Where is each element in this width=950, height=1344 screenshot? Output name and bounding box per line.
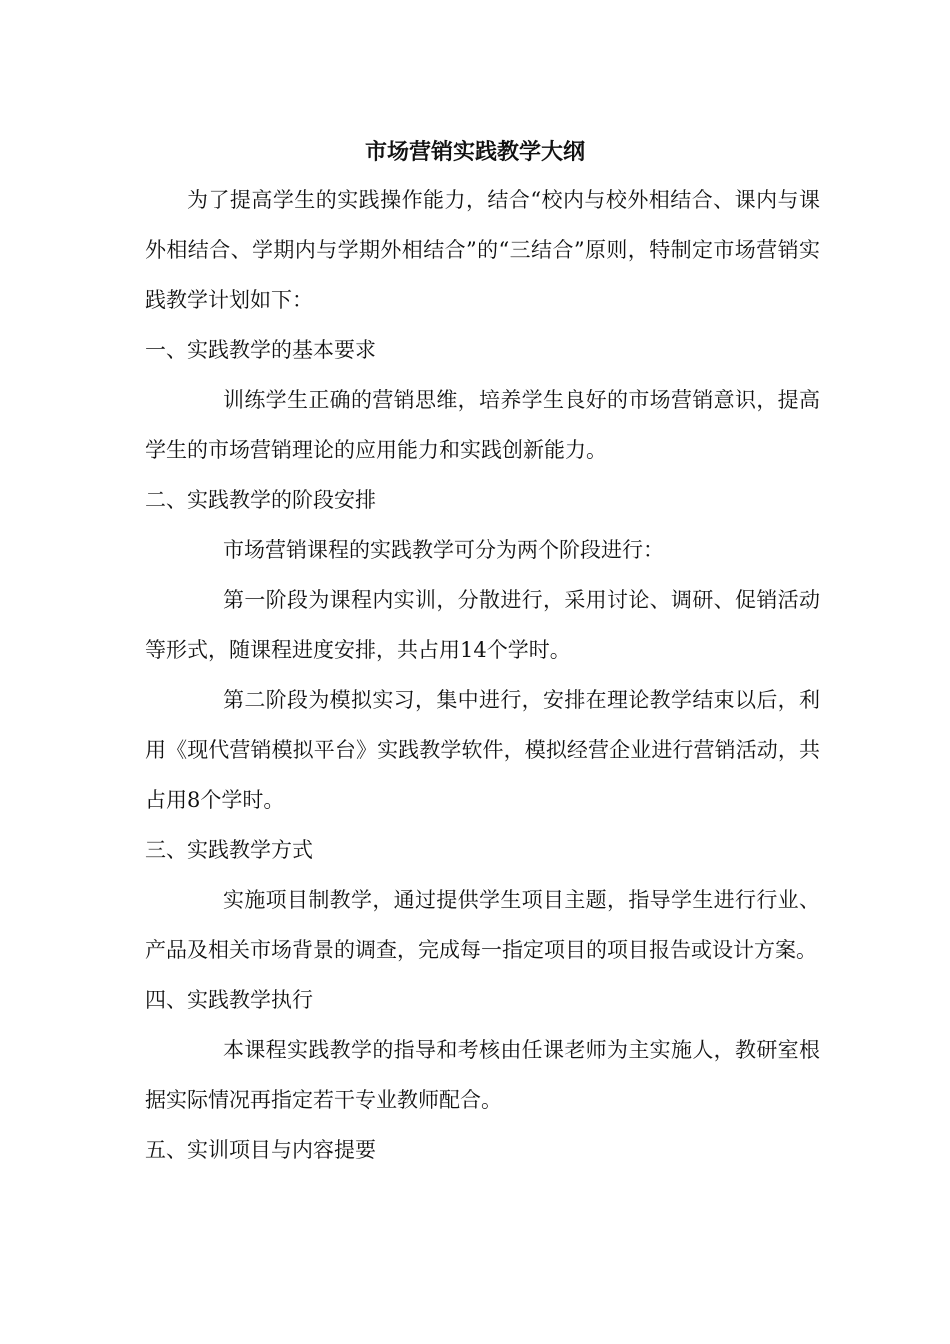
section-heading-4: 四、实践教学执行: [145, 988, 313, 1012]
document-body: [145, 175, 820, 1175]
section-4-paragraph: 本课程实践教学的指导和考核由任课老师为主实施人，教研室根据实际情况再指定若干专业教师配合。: [145, 1038, 820, 1112]
intro-paragraph: 为了提高学生的实践操作能力，结合“校内与校外相结合、课内与课外相结合、学期内与学期外相结合”的“三结合”原则，特制定市场营销实践教学计划如下：: [145, 188, 820, 312]
section-2-paragraph-1: 市场营销课程的实践教学可分为两个阶段进行：: [223, 538, 664, 562]
section-2-paragraph-3: 第二阶段为模拟实习，集中进行，安排在理论教学结束以后，利用《现代营销模拟平台》实践教学软件，模拟经营企业进行营销活动，共占用8个学时。: [145, 688, 820, 812]
section-heading-5: 五、实训项目与内容提要: [145, 1138, 376, 1162]
section-3-paragraph: 实施项目制教学，通过提供学生项目主题，指导学生进行行业、产品及相关市场背景的调查，完成每一指定项目的项目报告或设计方案。: [145, 888, 820, 962]
section-heading-2: 二、实践教学的阶段安排: [145, 488, 376, 512]
section-1-paragraph: 训练学生正确的营销思维，培养学生良好的市场营销意识，提高学生的市场营销理论的应用能力和实践创新能力。: [145, 388, 820, 462]
section-heading-3: 三、实践教学方式: [145, 838, 313, 862]
section-2-paragraph-2: 第一阶段为课程内实训，分散进行，采用讨论、调研、促销活动等形式，随课程进度安排，共占用14个学时。: [145, 588, 820, 662]
section-heading-1: 一、实践教学的基本要求: [145, 338, 376, 362]
document-title: 市场营销实践教学大纲: [364, 139, 585, 165]
